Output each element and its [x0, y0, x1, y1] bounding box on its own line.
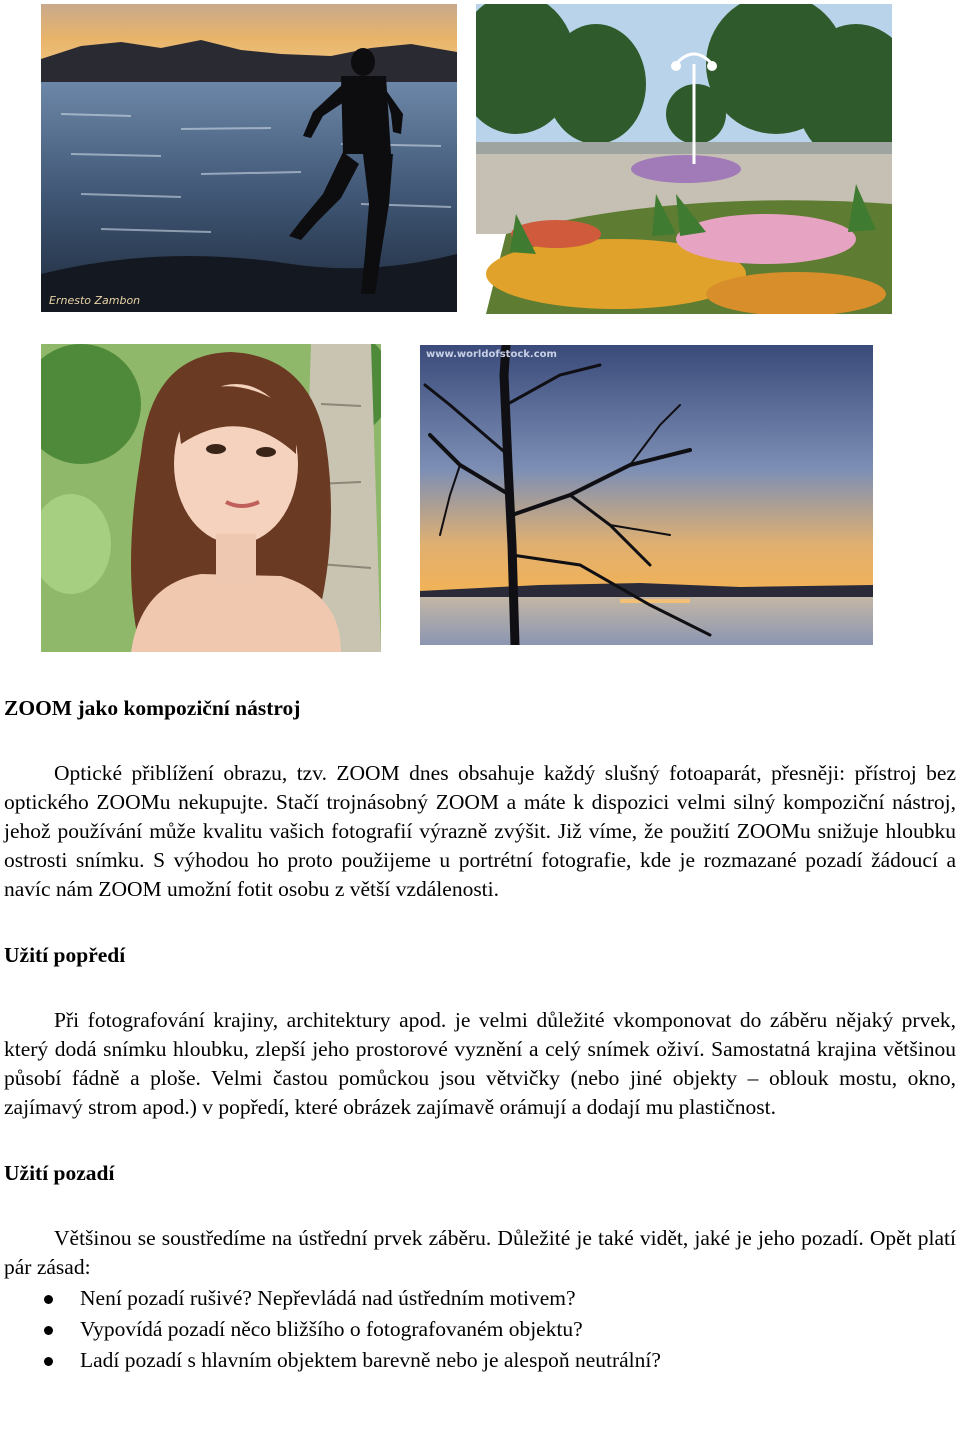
bullet-icon — [44, 1295, 53, 1304]
list-item: Není pozadí rušivé? Nepřevládá nad ústředním motivem? — [4, 1283, 956, 1314]
photo-promenade-flowers — [476, 4, 892, 314]
heading-zoom: ZOOM jako kompoziční nástroj — [4, 696, 301, 720]
paragraph-background: Většinou se soustředíme na ústřední prvek záběru. Důležité je také vidět, jaké je jeho pozadí. Opět platí pár zásad: — [4, 1226, 956, 1279]
photo-portrait-woman — [41, 344, 381, 652]
heading-background: Užití pozadí — [4, 1161, 115, 1185]
paragraph-zoom: Optické přiblížení obrazu, tzv. ZOOM dnes obsahuje každý slušný fotoaparát, přesněji: přístroj bez optického ZOOMu nekupujte. Stačí trojnásobný ZOOM a máte k dispozici velmi silný kompoziční nástroj, jehož používání může kvalitu vašich fotografií výrazně zvýšit. Již víme, že použití ZOOMu snižuje hloubku ostrosti snímku. S výhodou ho proto použijeme u portrétní fotografie, kde je rozmazané pozadí žádoucí a navíc nám ZOOM umožní fotit osobu z větší vzdálenosti. — [4, 761, 956, 901]
paragraph-foreground: Při fotografování krajiny, architektury apod. je velmi důležité vkomponovat do záběru nějaký prvek, který dodá snímku hloubku, zlepší jeho prostorové vyznění a celý snímek oživí. Samostatná krajina většinou působí fádně a ploše. Velmi častou pomůckou jsou větvičky (nebo jiné objekty – oblouk mostu, okno, zajímavý strom apod.) v popředí, které obrázek zajímavě orámují a dodají mu plastičnost. — [4, 1008, 956, 1119]
list-item: Vypovídá pozadí něco bližšího o fotografovaném objektu? — [4, 1314, 956, 1345]
tree-watermark: www.worldofstock.com — [426, 349, 557, 360]
bullet-icon — [44, 1357, 53, 1366]
lake-watermark: Ernesto Zambon — [49, 294, 141, 307]
background-rules-list — [4, 1283, 956, 1376]
photo-tree-sunset — [420, 345, 873, 645]
photo-lake-silhouette — [41, 4, 457, 312]
list-item: Ladí pozadí s hlavním objektem barevně nebo je alespoň neutrální? — [4, 1345, 956, 1376]
bullet-icon — [44, 1326, 53, 1335]
heading-foreground: Užití popředí — [4, 943, 126, 967]
article-text — [4, 688, 956, 1376]
